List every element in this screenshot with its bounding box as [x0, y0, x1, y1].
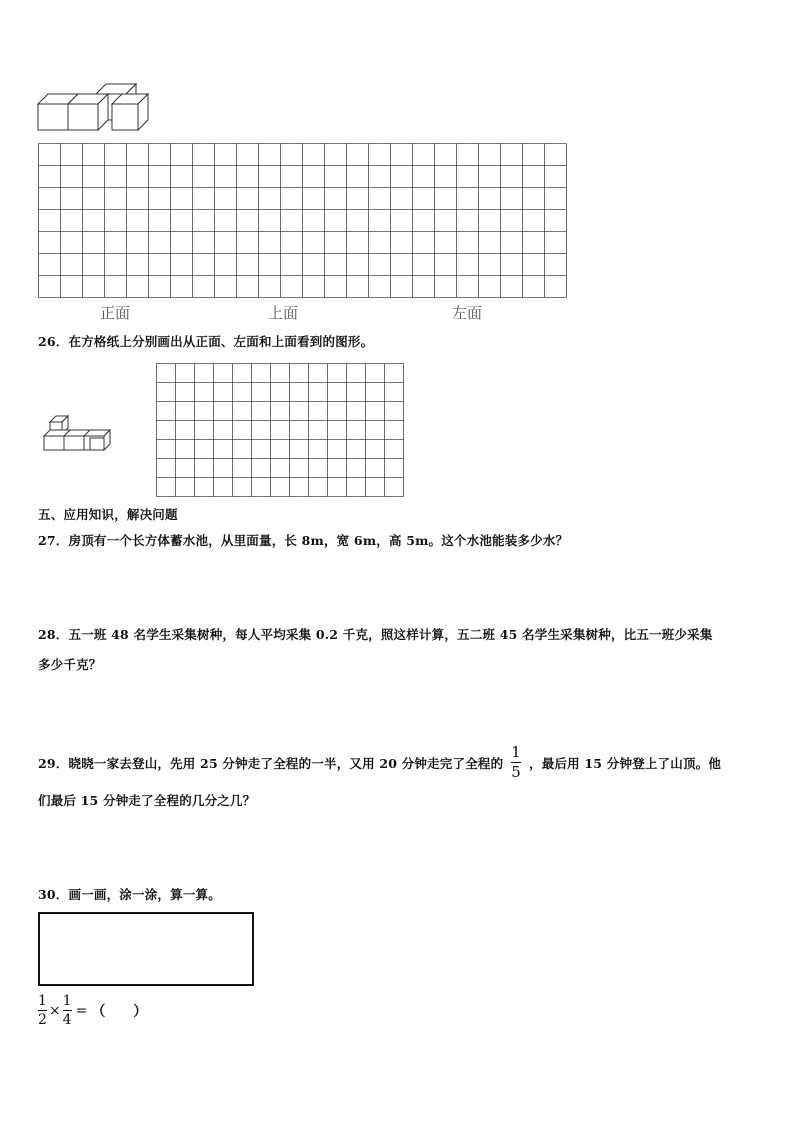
equals-sign: =	[75, 1002, 88, 1019]
question-26: 26．在方格纸上分别画出从正面、左面和上面看到的图形。	[38, 334, 374, 349]
fraction-half	[38, 994, 47, 1027]
fraction-numerator: 1	[511, 743, 522, 761]
drawing-rectangle[interactable]	[38, 912, 254, 986]
grid-paper-26[interactable]	[156, 363, 404, 497]
question-29-text-a: 29．晓晓一家去登山，先用 25 分钟走了全程的一半，又用 20 分钟走完了全程的	[38, 755, 504, 771]
fraction-denominator: 2	[38, 1012, 47, 1028]
fraction-one-fifth	[511, 745, 521, 780]
cube-solid-figure-25	[36, 80, 152, 132]
fraction-numerator: 1	[38, 993, 47, 1009]
question-30: 30．画一画，涂一涂，算一算。	[38, 887, 221, 902]
fraction-quarter	[63, 994, 72, 1027]
view-label-front: 正面	[100, 304, 131, 322]
question-27: 27．房顶有一个长方体蓄水池，从里面量，长 8m，宽 6m，高 5m。这个水池能装多少水？	[38, 533, 569, 548]
section-title: 五、应用知识，解决问题	[38, 507, 178, 522]
question-28-line2: 多少千克？	[38, 657, 102, 672]
view-label-left: 左面	[452, 304, 483, 322]
grid-paper-25[interactable]	[38, 143, 569, 300]
fraction-numerator: 1	[62, 993, 72, 1009]
fraction-bar	[38, 1010, 47, 1011]
question-29-line2: 们最后 15 分钟走了全程的几分之几？	[38, 793, 256, 808]
times-sign: ×	[48, 1002, 61, 1019]
question-29-text-b: ，最后用 15 分钟登上了山顶。他	[529, 755, 722, 771]
fraction-denominator: 5	[511, 763, 522, 781]
cube-solid-figure-26	[42, 412, 118, 454]
answer-blank[interactable]: （ ）	[91, 1003, 148, 1020]
view-label-top: 上面	[268, 304, 299, 322]
question-29-line1	[38, 745, 721, 780]
fraction-expression	[38, 994, 147, 1027]
question-28-line1: 28．五一班 48 名学生采集树种，每人平均采集 0.2 千克，照这样计算，五二班 45 名学生采集树种，比五一班少采集	[38, 627, 713, 642]
fraction-denominator: 4	[62, 1012, 72, 1028]
fraction-bar	[63, 1010, 72, 1011]
